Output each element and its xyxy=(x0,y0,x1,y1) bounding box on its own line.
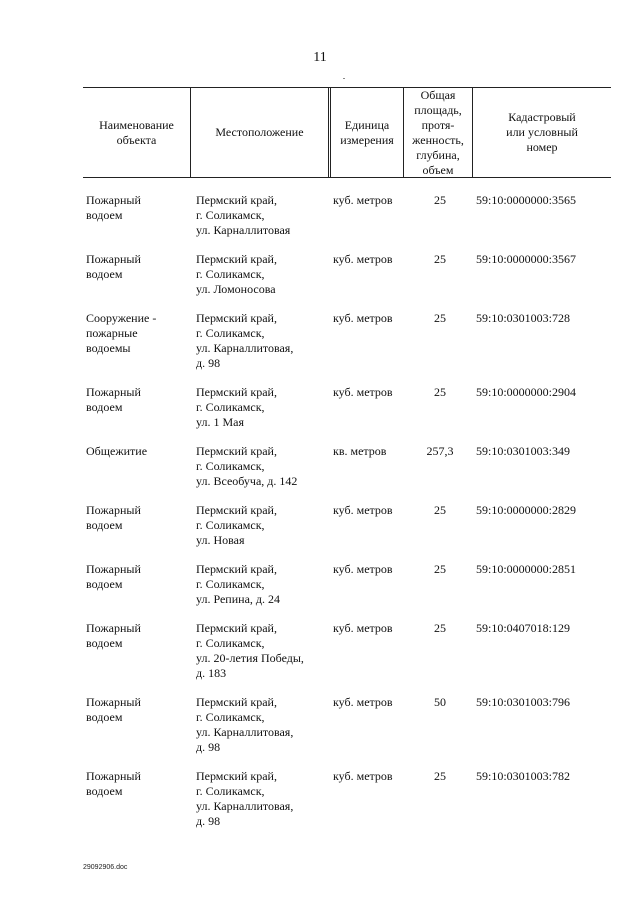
cell-location: Пермский край, г. Соликамск, ул. Карналлитовая, д. 98 xyxy=(196,311,294,370)
cell-cadastral: 59:10:0000000:2829 xyxy=(476,503,577,517)
cell-size: 25 xyxy=(434,385,446,399)
cell-name: Пожарный водоем xyxy=(86,252,141,281)
cell-size: 25 xyxy=(434,311,446,325)
cell-name: Пожарный водоем xyxy=(86,385,141,414)
table-header xyxy=(83,87,611,178)
cell-name: Пожарный водоем xyxy=(86,695,141,724)
header-name: Наименование объекта xyxy=(99,117,174,147)
cell-unit: куб. метров xyxy=(333,562,393,576)
cell-location: Пермский край, г. Соликамск, ул. Всеобуча, д. 142 xyxy=(196,444,298,488)
cell-location: Пермский край, г. Соликамск, ул. 20-летия Победы, д. 183 xyxy=(196,621,304,680)
cell-unit: куб. метров xyxy=(333,503,393,517)
cell-unit: куб. метров xyxy=(333,621,393,635)
cell-size: 257,3 xyxy=(426,444,454,458)
cell-name: Сооружение - пожарные водоемы xyxy=(86,311,157,355)
header-size: Общая площадь, протя- женность, глубина, объем xyxy=(412,87,464,177)
cell-name: Пожарный водоем xyxy=(86,769,141,798)
cell-location: Пермский край, г. Соликамск, ул. 1 Мая xyxy=(196,385,277,429)
document-filename: 29092906.doc xyxy=(83,864,128,871)
cell-cadastral: 59:10:0301003:349 xyxy=(476,444,571,458)
cell-cadastral: 59:10:0000000:3565 xyxy=(476,193,577,207)
cell-name: Пожарный водоем xyxy=(86,562,141,591)
cell-name: Пожарный водоем xyxy=(86,193,141,222)
cell-location: Пермский край, г. Соликамск, ул. Карналлитовая, д. 98 xyxy=(196,769,294,828)
cell-name: Пожарный водоем xyxy=(86,503,141,532)
cell-cadastral: 59:10:0301003:728 xyxy=(476,311,571,325)
cell-cadastral: 59:10:0407018:129 xyxy=(476,621,571,635)
cell-unit: куб. метров xyxy=(333,385,393,399)
cell-location: Пермский край, г. Соликамск, ул. Новая xyxy=(196,503,277,547)
cell-size: 25 xyxy=(434,193,446,207)
cell-size: 25 xyxy=(434,621,446,635)
cell-name: Пожарный водоем xyxy=(86,621,141,650)
cell-cadastral: 59:10:0000000:2851 xyxy=(476,562,577,576)
cell-size: 25 xyxy=(434,562,446,576)
cell-unit: куб. метров xyxy=(333,193,393,207)
cell-unit: куб. метров xyxy=(333,252,393,266)
cell-cadastral: 59:10:0301003:782 xyxy=(476,769,571,783)
cell-location: Пермский край, г. Соликамск, ул. Карналлитовая, д. 98 xyxy=(196,695,294,754)
cell-cadastral: 59:10:0000000:2904 xyxy=(476,385,577,399)
cell-unit: кв. метров xyxy=(333,444,387,458)
header-unit: Единица измерения xyxy=(340,117,394,147)
cell-cadastral: 59:10:0000000:3567 xyxy=(476,252,577,266)
cell-unit: куб. метров xyxy=(333,311,393,325)
cell-location: Пермский край, г. Соликамск, ул. Карналлитовая xyxy=(196,193,291,237)
cell-cadastral: 59:10:0301003:796 xyxy=(476,695,571,709)
cell-size: 25 xyxy=(434,769,446,783)
cell-size: 25 xyxy=(434,503,446,517)
cell-size: 25 xyxy=(434,252,446,266)
cell-location: Пермский край, г. Соликамск, ул. Ломоносова xyxy=(196,252,277,296)
cell-unit: куб. метров xyxy=(333,695,393,709)
cell-size: 50 xyxy=(434,695,446,709)
header-cadastral: Кадастровый или условный номер xyxy=(506,110,578,154)
page-number: 11 xyxy=(313,50,327,65)
cell-unit: куб. метров xyxy=(333,769,393,783)
scan-dot xyxy=(343,78,345,79)
cell-name: Общежитие xyxy=(86,444,148,458)
header-location: Местоположение xyxy=(215,125,304,139)
cell-location: Пермский край, г. Соликамск, ул. Репина, д. 24 xyxy=(196,562,280,606)
